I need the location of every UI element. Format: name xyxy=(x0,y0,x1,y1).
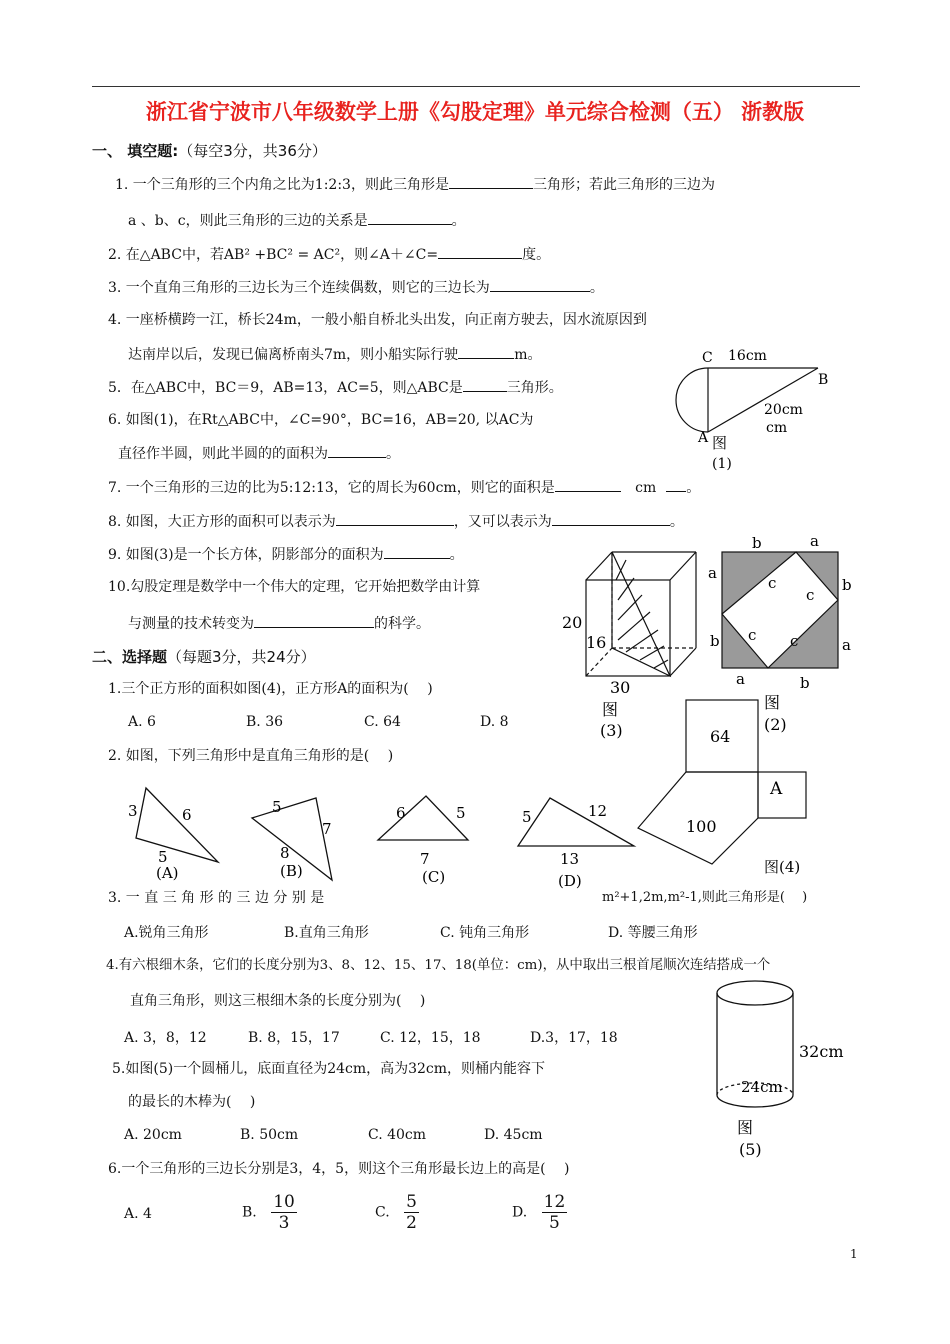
question-2: 2. 在△ABC中，若AB² +BC² = AC²，则∠A＋∠C= 度。 xyxy=(108,244,550,265)
fig2-label-b-right: b xyxy=(842,576,852,594)
tri-c-caption: (C) xyxy=(422,868,446,886)
question-8: 8. 如图，大正方形的面积可以表示为 ，又可以表示为 。 xyxy=(108,511,684,532)
choice-1-option-b: B. 36 xyxy=(246,714,284,730)
fig4-label-a: A xyxy=(770,779,783,799)
tri-a-s3: 5 xyxy=(158,848,168,866)
fig5-top-ellipse xyxy=(717,981,793,1005)
choice-3: 3. 一 直 三 角 形 的 三 边 分 别 是 xyxy=(108,890,325,906)
fig1-label-side: 20cm xyxy=(764,402,803,418)
tri-d-caption: (D) xyxy=(558,872,582,890)
triangle-a xyxy=(136,788,218,862)
question-7: 7. 一个三角形的三边的比为5:12:13，它的周长为60cm，则它的面积是 cm 。 xyxy=(108,477,700,498)
fig2-label-a-right: a xyxy=(842,636,851,654)
tri-a-caption: (A) xyxy=(156,864,179,882)
question-9: 9. 如图(3)是一个长方体，阴影部分的面积为 。 xyxy=(108,544,464,565)
fig5-label-h: 32cm xyxy=(799,1042,844,1061)
question-5: 5．在△ABC中，BC＝9，AB=13，AC=5，则△ABC是 三角形。 xyxy=(108,377,563,398)
question-3: 3. 一个直角三角形的三边长为三个连续偶数，则它的三边长为 。 xyxy=(108,277,604,298)
question-4-cont: 达南岸以后，发现已偏离桥南头7m，则小船实际行驶 m。 xyxy=(128,344,541,365)
fig2-label-a-left: a xyxy=(708,564,717,582)
fig1-label-cm: cm xyxy=(766,420,788,436)
fig2-caption-2: (2) xyxy=(764,715,787,734)
choice-2: 2. 如图，下列三角形中是直角三角形的是( ) xyxy=(108,748,394,764)
question-1: 1. 一个三角形的三个内角之比为1:2:3，则此三角形是 三角形；若此三角形的三边为 xyxy=(115,174,715,195)
fig3-front-face xyxy=(586,580,670,676)
choice-3-option-c: C. 钝角三角形 xyxy=(440,925,530,941)
choice-5-option-a: A. 20cm xyxy=(124,1127,182,1143)
tri-a-s2: 6 xyxy=(182,806,192,824)
choice-5: 5.如图(5)一个圆桶儿，底面直径为24cm，高为32cm，则桶内能容下 xyxy=(112,1061,546,1077)
fig1-caption-2: (1) xyxy=(712,456,732,472)
tri-d-s1: 5 xyxy=(522,808,532,826)
choice-4-option-c: C. 12，15，18 xyxy=(380,1030,481,1046)
choice-4-option-b: B. 8，15，17 xyxy=(248,1030,340,1046)
fig4-caption: 图(4) xyxy=(764,858,801,876)
fig3-label-d: 16 xyxy=(586,633,607,652)
choice-5-cont: 的最长的木棒为( ) xyxy=(128,1094,256,1110)
fig5-bottom-front xyxy=(717,1095,793,1107)
choice-6-option-d: D. $\frac{12}{5}$ xyxy=(512,1192,566,1233)
fig5-caption-1: 图 xyxy=(737,1118,754,1137)
figure-1 xyxy=(670,340,840,480)
fig3-label-w: 30 xyxy=(610,678,631,697)
choice-3-option-a: A.锐角三角形 xyxy=(124,925,209,941)
page-number: 1 xyxy=(850,1247,858,1261)
fig1-caption-1: 图 xyxy=(712,434,728,452)
question-6-cont: 直径作半圆，则此半圆的的面积为 。 xyxy=(118,443,400,464)
header-rule xyxy=(92,86,860,87)
fig1-label-a: A xyxy=(698,430,709,446)
tri-b-s1: 5 xyxy=(272,798,282,816)
fig2-label-b-bot: b xyxy=(800,674,810,692)
fig2-label-a-top: a xyxy=(810,532,819,550)
tri-c-s1: 6 xyxy=(396,804,406,822)
fig1-label-b: B xyxy=(818,372,829,388)
fig4-label-100: 100 xyxy=(686,817,717,836)
fig2-label-a-bot: a xyxy=(736,670,745,688)
question-4: 4. 一座桥横跨一江，桥长24m，一般小船自桥北头出发，向正南方驶去，因水流原因到 xyxy=(108,312,647,328)
tri-c-s2: 5 xyxy=(456,804,466,822)
choice-3-cont: m²+1,2m,m²-1,则此三角形是( ) xyxy=(602,890,808,905)
choice-3-option-b: B.直角三角形 xyxy=(284,925,369,941)
triangle-d xyxy=(518,798,634,846)
choice-1-option-d: D. 8 xyxy=(480,714,509,730)
tri-b-s2: 7 xyxy=(322,820,332,838)
choice-6-option-c: C. $\frac{5}{2}$ xyxy=(375,1192,417,1233)
fig5-caption-2: (5) xyxy=(739,1140,762,1159)
tri-d-s3: 13 xyxy=(560,850,580,868)
fig3-caption-2: (3) xyxy=(600,721,623,740)
choice-6: 6.一个三角形的三边长分别是3，4，5，则这个三角形最长边上的高是( ) xyxy=(108,1161,570,1177)
choice-5-option-d: D. 45cm xyxy=(484,1127,543,1143)
fig2-label-c3: c xyxy=(748,626,757,644)
page-title: 浙江省宁波市八年级数学上册《勾股定理》单元综合检测（五） 浙教版 xyxy=(145,100,805,124)
fig2-label-b-top: b xyxy=(752,534,762,552)
section1-heading: 一、 填空题:（每空3分，共36分） xyxy=(92,142,327,160)
fig2-label-c2: c xyxy=(806,586,815,604)
fig5-label-d: 24cm xyxy=(741,1078,783,1096)
tri-b-caption: (B) xyxy=(280,862,303,880)
question-10-cont: 与测量的技术转变为 的科学。 xyxy=(128,613,430,634)
question-1-cont: a 、b、c，则此三角形的三边的关系是 。 xyxy=(128,210,466,231)
fig3-label-h: 20 xyxy=(562,613,583,632)
triangles-row xyxy=(120,780,640,892)
choice-3-option-d: D. 等腰三角形 xyxy=(608,925,698,941)
choice-5-option-c: C. 40cm xyxy=(368,1127,427,1143)
question-6: 6. 如图(1)，在Rt△ABC中，∠C=90°，BC=16，AB=20, 以AC为 xyxy=(108,412,534,428)
choice-5-option-b: B. 50cm xyxy=(240,1127,299,1143)
fig3-caption-1: 图 xyxy=(602,700,619,719)
fig2-label-c1: c xyxy=(768,574,777,592)
section2-heading: 二、选择题（每题3分，共24分） xyxy=(92,648,316,666)
tri-d-s2: 12 xyxy=(588,802,608,820)
choice-1-option-a: A. 6 xyxy=(128,714,156,730)
fig1-label-c: C xyxy=(702,350,713,366)
choice-1-option-c: C. 64 xyxy=(364,714,401,730)
choice-6-option-b: B. $\frac{10}{3}$ xyxy=(242,1192,295,1233)
fig2-caption-1: 图 xyxy=(764,693,781,712)
fig1-label-top: 16cm xyxy=(728,348,767,364)
fig2-label-b-left: b xyxy=(710,632,720,650)
choice-1: 1.三个正方形的面积如图(4)，正方形A的面积为( ) xyxy=(108,681,433,697)
fig1-semicircle xyxy=(676,368,708,432)
choice-6-option-a: A. 4 xyxy=(124,1206,152,1222)
triangle-c xyxy=(378,796,468,840)
tri-c-s3: 7 xyxy=(420,850,430,868)
figure-5 xyxy=(705,975,855,1165)
choice-4-cont: 直角三角形，则这三根细木条的长度分别为( ) xyxy=(130,993,426,1009)
choice-4-option-a: A. 3，8，12 xyxy=(124,1030,207,1046)
question-10: 10.勾股定理是数学中一个伟大的定理，它开始把数学由计算 xyxy=(108,579,481,595)
figure-4 xyxy=(630,694,820,884)
fig2-label-c4: c xyxy=(790,632,799,650)
tri-a-s1: 3 xyxy=(128,802,138,820)
tri-b-s3: 8 xyxy=(280,844,290,862)
fig4-label-64: 64 xyxy=(710,727,731,746)
fig1-side-ab xyxy=(708,368,818,432)
choice-4: 4.有六根细木条，它们的长度分别为3、8、12、15、17、18(单位：cm)，从中取出三根首尾顺次连结搭成一个 xyxy=(106,958,771,973)
choice-4-option-d: D.3，17，18 xyxy=(530,1030,618,1046)
